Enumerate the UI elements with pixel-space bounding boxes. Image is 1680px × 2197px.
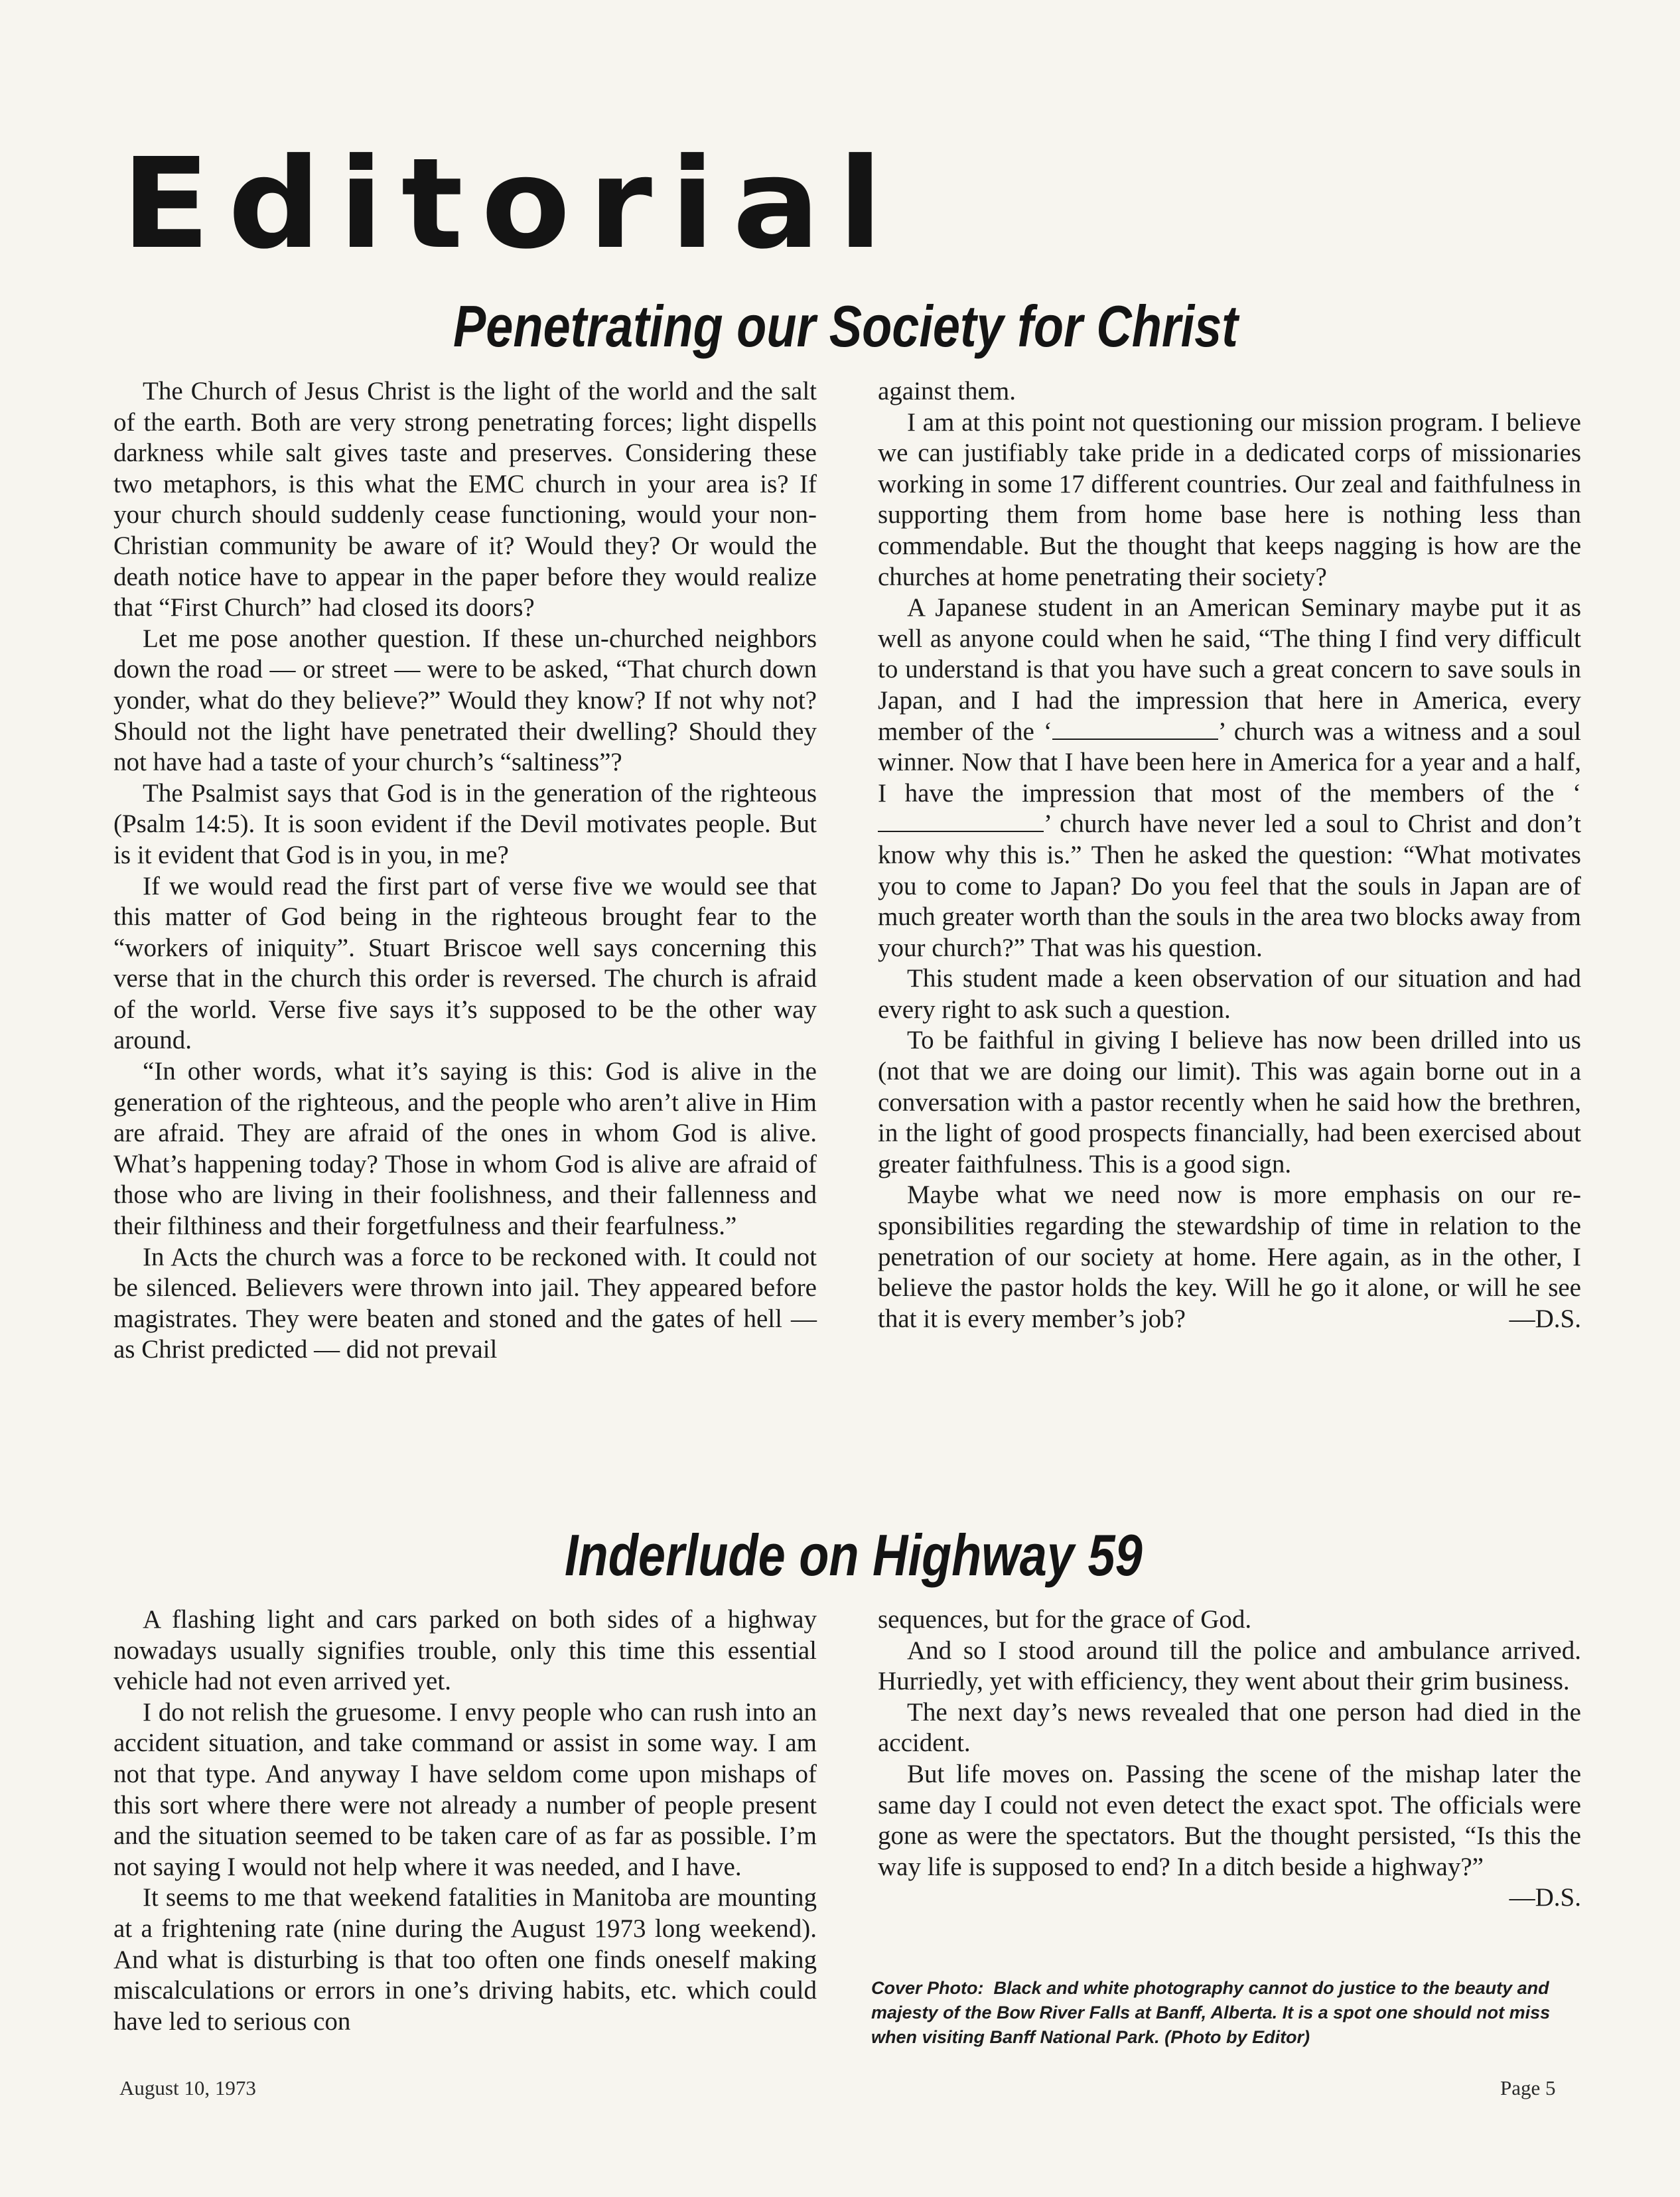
cover-photo-caption bbox=[871, 1976, 1588, 2050]
article2-column-left bbox=[113, 1604, 817, 2037]
blank-line bbox=[1052, 739, 1218, 740]
paragraph: I do not relish the gruesome. I envy people who can rush into an accident situation, and take command or assist in some way. I am not that type. And anyway I have seldom come upon mishaps of this sort where there were not already a number of people present and the situation seemed to be taken care of as far as possible. I’m not saying I would not help where it was needed, and I have. bbox=[113, 1697, 817, 1881]
paragraph: In Acts the church was a force to be reckoned with. It could not be silenced. Believers were thrown into jail. They appeared before magistrates. They were beaten and stoned and the gates of hell — as Christ predicted — did not prevail bbox=[113, 1242, 817, 1364]
paragraph: “In other words, what it’s saying is this: God is alive in the generation of the righteous, and the people who aren’t alive in Him are afraid. They are afraid of the ones in whom God is alive. What’s happening today? Those in whom God is alive are afraid of those who are living in their foolishness, and their fallenness and their filthiness and their forgetfulness and their fearfulness.” bbox=[113, 1057, 817, 1241]
paragraph: The next day’s news revealed that one person had died in the accident. bbox=[878, 1697, 1581, 1758]
quote-text: ’ church have never led a soul to Christ and don’t know why this is.” Then he asked the question: “What motivates you to come to Japan? Do you feel that the souls in Japan are of much greater worth than the souls in the area two blocks away from your church?” That was his question. bbox=[878, 810, 1581, 962]
article-title-penetrating: Penetrating our Society for Christ bbox=[453, 293, 1238, 359]
paragraph-final bbox=[878, 1180, 1581, 1334]
paragraph-text: Maybe what we need now is more emphasis on our responsibilities regarding the stewardship of time in relation to the penetration of our society at home. Here again, as in the other, I believe the pastor holds the key. Will he go it alone, or will he see that it is every member’s job? bbox=[878, 1180, 1581, 1333]
paragraph: A flashing light and cars parked on both sides of a highway nowadays usually signifies trouble, only this time this essential vehicle had not even arrived yet. bbox=[113, 1605, 817, 1696]
paragraph-final bbox=[878, 1759, 1581, 1912]
footer-date: August 10, 1973 bbox=[119, 2076, 256, 2099]
paragraph: The Psalmist says that God is in the generation of the righteous (Psalm 14:5). It is soon evident if the Devil motivates people. But is it evident that God is in you, in me? bbox=[113, 778, 817, 869]
masthead-editorial: Editorial bbox=[121, 131, 901, 277]
paragraph: The Church of Jesus Christ is the light of the world and the salt of the earth. Both are very strong penetrating forces; light dispells darkness while salt gives taste and preserves. Considering these two metaphors, is this what the EMC church in your area is? If your church should suddenly cease functioning, would your non-Christian community be aware of it? Would they? Or would the death notice have to appear in the paper before they would realize that “First Church” had closed its doors? bbox=[113, 377, 817, 622]
paragraph-text: But life moves on. Passing the scene of the mishap later the same day I could not even detect the exact spot. The officials were gone as were the spectators. But the thought persisted, “Is this the way life is supposed to end? In a ditch beside a highway?” bbox=[878, 1759, 1581, 1881]
paragraph: I am at this point not questioning our mission program. I believe we can justifiably take pride in a dedicated corps of missionaries working in some 17 different countries. Our zeal and faithfulness in supporting them from home base here is nothing less than commendable. But the thought that keeps nagging is how are the churches at home penetrating their society? bbox=[878, 407, 1581, 591]
paragraph: And so I stood around till the police and ambulance arrived. Hurriedly, yet with efficiency, they went about their grim business. bbox=[878, 1636, 1581, 1696]
paragraph: Let me pose another question. If these un-churched neighbors down the road — or street — were to be asked, “That church down yonder, what do they believe?” Would they know? If not why not? Should not the light have penetrated their dwelling? Should they not have had a taste of your church’s “saltiness”? bbox=[113, 624, 817, 777]
paragraph-continued: sequences, but for the grace of God. bbox=[878, 1605, 1252, 1634]
paragraph: It seems to me that weekend fatalities in Manitoba are mounting at a frightening rate (nine during the August 1973 long weekend). And what is disturbing is that too often one finds oneself making miscalculations or errors in one’s driving habits, etc. which could have led to serious con bbox=[113, 1883, 817, 2036]
blank-line bbox=[878, 831, 1044, 832]
signature: —D.S. bbox=[1509, 1883, 1581, 1912]
caption-text: Black and white photography cannot do justice to the beauty and majesty of the Bow River Falls at Banff, Alberta. It is a spot one should not miss when visiting Banff National Park. (Photo by Editor) bbox=[871, 1978, 1551, 2047]
quote-text: ’ church was a witness and a soul winner. Now that I have been here in America for a year and a half, I have the impression that most of the members of the ‘ bbox=[878, 717, 1581, 808]
quote-text: A Japanese student in an American Seminary maybe put it as well as anyone could when he said, “The thing I find very difficult to understand is that you have such a great concern to save souls in Japan, and I had the impression that here in America, every member of the ‘ bbox=[878, 593, 1581, 746]
article1-column-right bbox=[878, 376, 1581, 1334]
article1-column-left bbox=[113, 376, 817, 1366]
caption-label: Cover Photo: bbox=[871, 1978, 984, 1998]
paragraph: To be faithful in giving I believe has now been drilled into us (not that we are doing our limit). This was again borne out in a conversation with a pastor recently when he said how the brethren, in the light of good prospects financially, had been exercised about greater faithfulness. This is a good sign. bbox=[878, 1026, 1581, 1178]
paragraph-continued: against them. bbox=[878, 377, 1016, 405]
quote-paragraph bbox=[878, 593, 1581, 963]
signature: —D.S. bbox=[1509, 1304, 1581, 1333]
article2-column-right bbox=[878, 1604, 1581, 1914]
paragraph: If we would read the first part of verse five we would see that this matter of God being in the righteous brought fear to the “workers of iniquity”. Stuart Briscoe well says concerning this verse that in the church this order is reversed. The church is afraid of the world. Verse five says it’s supposed to be the other way around. bbox=[113, 871, 817, 1055]
paragraph: This student made a keen observation of our situation and had every right to ask such a question. bbox=[878, 964, 1581, 1024]
footer-page-number: Page 5 bbox=[1500, 2076, 1556, 2099]
article-title-interlude: Inderlude on Highway 59 bbox=[565, 1522, 1143, 1588]
